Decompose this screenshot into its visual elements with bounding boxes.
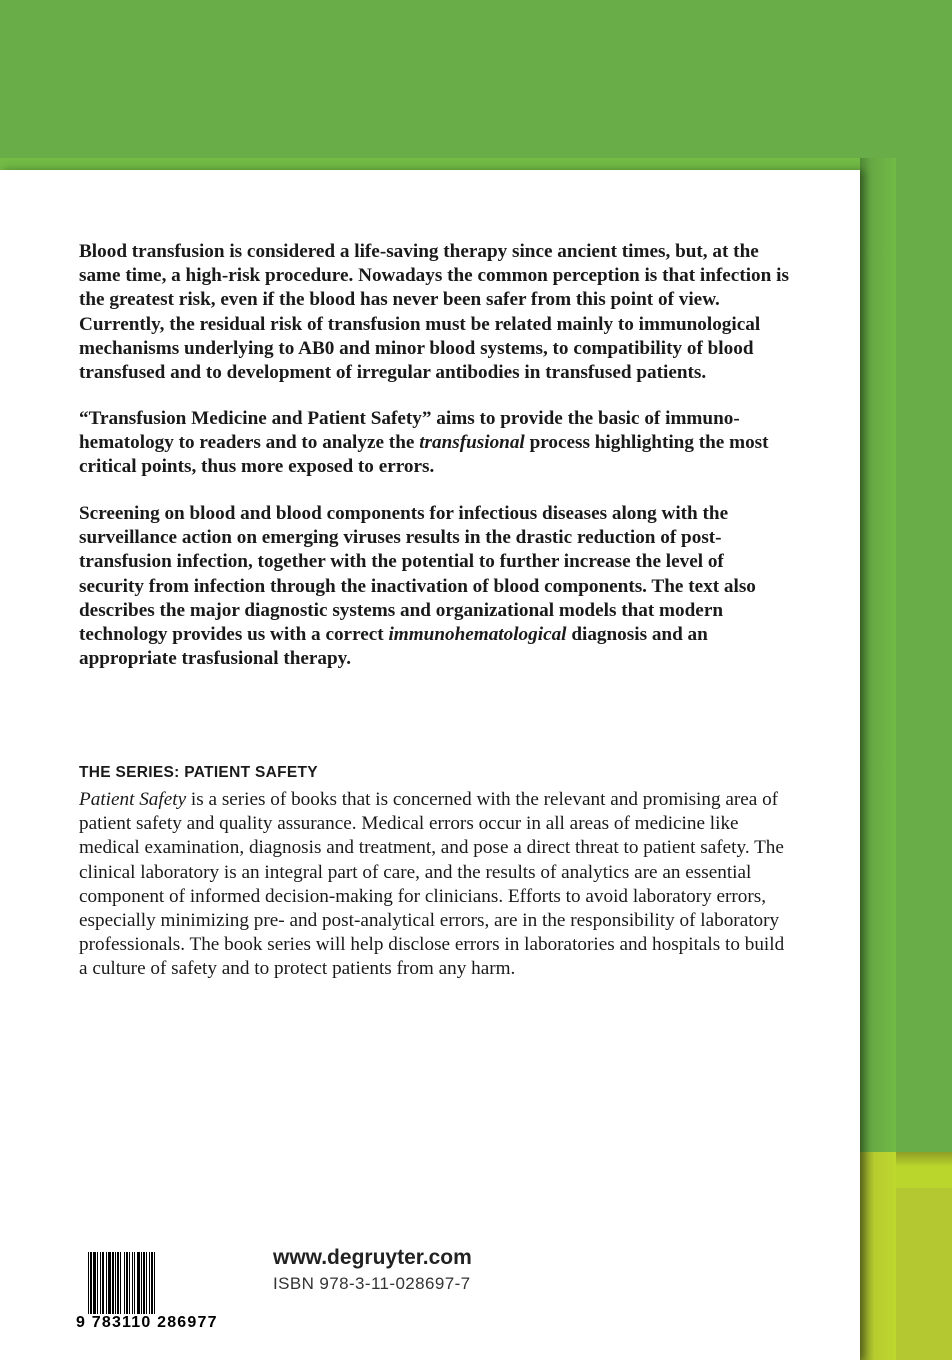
barcode-bar xyxy=(155,1252,156,1322)
isbn-number: ISBN 978-3-11-028697-7 xyxy=(273,1274,471,1293)
barcode-digits: 9 783110 286977 xyxy=(76,1314,218,1331)
cover-frame-top xyxy=(0,158,896,170)
cover-frame-side xyxy=(860,158,896,1158)
blurb-paragraph-3: Screening on blood and blood components for infectious diseases along with the surveillance action on emerging viruses results in the drastic reduction of post-transfusion infection, together with the potential to further increase the level of security from infection through the inactivation of blood components. The text also describes the major diagnostic systems and organizational models that modern technology provides us with a correct immunohematological diagnosis and an appropriate trasfusional therapy. xyxy=(79,503,756,670)
publisher-url: www.degruyter.com xyxy=(273,1246,472,1269)
series-heading: THE SERIES: PATIENT SAFETY xyxy=(79,764,318,781)
blurb-paragraph-1: Blood transfusion is considered a life-saving therapy since ancient times, but, at the same time, a high-risk procedure. Nowadays the common perception is that infection is the greatest risk, even if the blood has never been safer from this point of view. Currently, the residual risk of transfusion must be related mainly to immunological mechanisms underlying to AB0 and minor blood systems, to compatibility of blood transfused and to development of irregular antibodies in transfused patients. xyxy=(79,241,789,384)
blurb-paragraph-2: “Transfusion Medicine and Patient Safety” aims to provide the basic of immuno-hematology to readers and to analyze the transfusional process highlighting the most critical points, thus more exposed to errors. xyxy=(79,408,769,478)
series-description: Patient Safety is a series of books that is concerned with the relevant and promising area of patient safety and quality assurance. Medical errors occur in all areas of medicine like medical examination, diagnosis and treatment, and pose a direct threat to patient safety. The clinical laboratory is an integral part of care, and the results of analytics are an essential component of informed decision-making for clinicians. Efforts to avoid laboratory errors, especially minimizing pre- and post-analytical errors, are in the responsibility of laboratory professionals. The book series will help disclose errors in laboratories and hospitals to build a culture of safety and to protect patients from any harm. xyxy=(79,789,785,980)
series-title: Patient Safety xyxy=(79,789,187,810)
spine-accent-side xyxy=(860,1152,896,1360)
